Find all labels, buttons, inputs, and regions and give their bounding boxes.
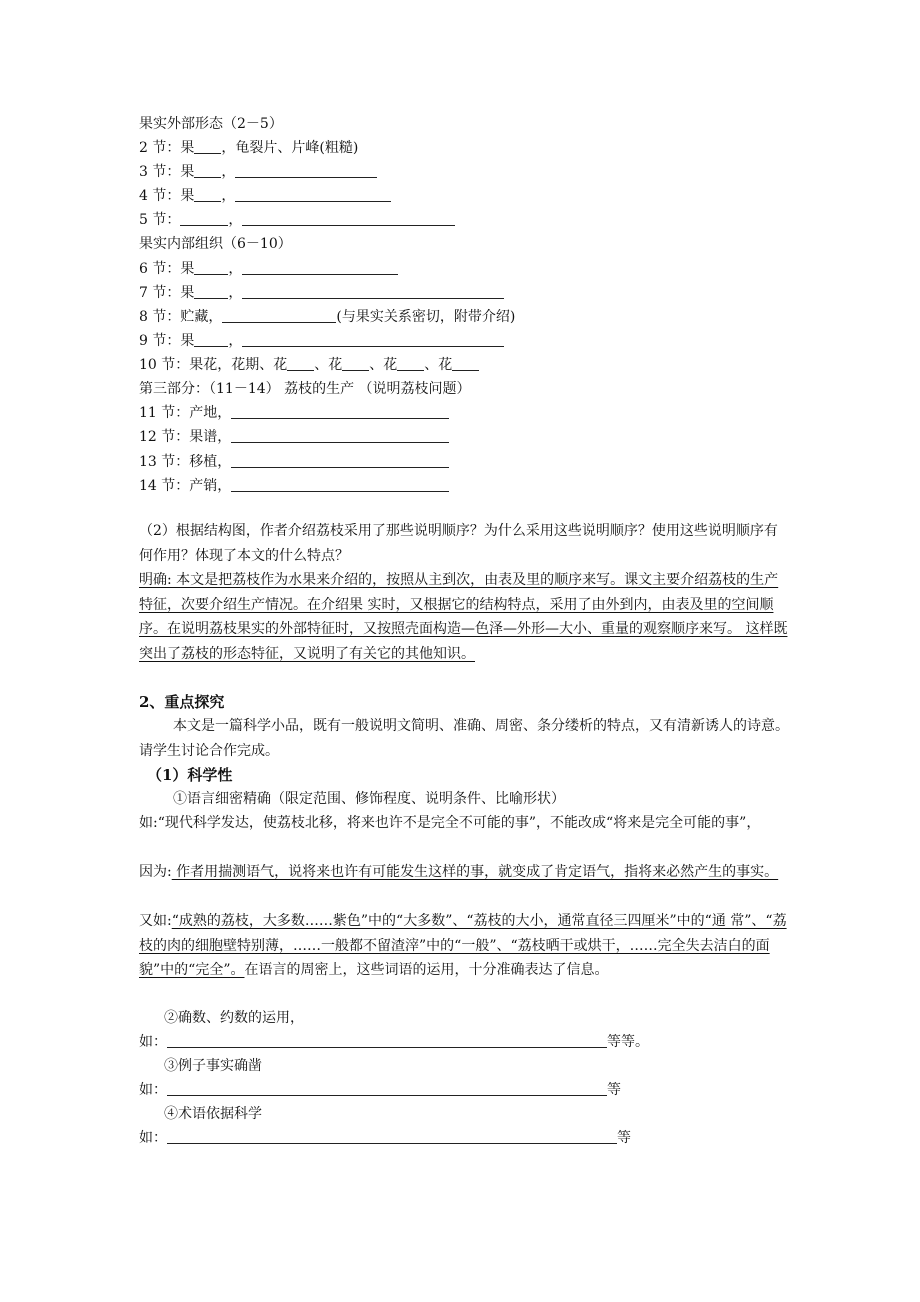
section-5-label: 5 节： bbox=[139, 212, 181, 228]
section-5-line bbox=[139, 208, 455, 232]
section-10-blank-1[interactable] bbox=[287, 356, 314, 371]
section-13-line bbox=[139, 450, 449, 474]
section-8-note: (与果实关系密切，附带介绍) bbox=[336, 309, 516, 325]
section-6-blank-2[interactable] bbox=[242, 260, 398, 275]
example-2-paragraph bbox=[139, 909, 789, 983]
point-numbers-blank[interactable] bbox=[167, 1033, 607, 1048]
section-5-blank-1[interactable] bbox=[180, 211, 228, 226]
section-7-comma: ， bbox=[228, 285, 243, 301]
section-10-label: 10 节：果花，花期、花 bbox=[139, 357, 288, 373]
section-12-line bbox=[139, 425, 449, 449]
because-paragraph bbox=[139, 860, 789, 885]
example-2-conclusion: 在语言的周密上，这些词语的运用，十分准确表达了信息。 bbox=[244, 962, 609, 978]
exploration-intro: 本文是一篇科学小品，既有一般说明文简明、准确、周密、条分缕析的特点，又有清新诱人的诗意。请学生讨论合作完成。 bbox=[139, 718, 789, 759]
section-4-blank-1[interactable] bbox=[194, 187, 221, 202]
question-2: （2）根据结构图，作者介绍荔枝采用了那些说明顺序？为什么采用这些说明顺序？使用这些说明顺序有何作用？体现了本文的什么特点？ bbox=[139, 523, 778, 564]
section-10-line bbox=[139, 353, 479, 377]
point-examples-line bbox=[139, 1078, 621, 1102]
point-terminology-line bbox=[139, 1126, 631, 1150]
point-language-precision: ①语言细密精确（限定范围、修饰程度、说明条件、比喻形状） bbox=[173, 791, 565, 807]
exterior-form-title: 果实外部形态（2－5） bbox=[139, 116, 283, 132]
section-2-label: 2 节：果 bbox=[139, 140, 195, 156]
section-7-blank-1[interactable] bbox=[194, 284, 228, 299]
section-10-blank-3[interactable] bbox=[397, 356, 424, 371]
section-10-sep-2: 、花 bbox=[369, 357, 398, 373]
section-10-blank-4[interactable] bbox=[452, 356, 479, 371]
section-9-label: 9 节：果 bbox=[139, 333, 195, 349]
point-examples-blank[interactable] bbox=[167, 1081, 607, 1096]
section-7-blank-2[interactable] bbox=[242, 284, 504, 299]
key-exploration-heading: 2、重点探究 bbox=[139, 693, 225, 711]
scientific-subheading: （1）科学性 bbox=[147, 766, 233, 784]
section-13-blank[interactable] bbox=[231, 453, 449, 468]
section-14-line bbox=[139, 474, 449, 498]
section-12-label: 12 节：果谱， bbox=[139, 429, 232, 445]
section-5-blank-2[interactable] bbox=[242, 211, 455, 226]
section-10-blank-2[interactable] bbox=[342, 356, 369, 371]
because-label: 因为: bbox=[139, 864, 172, 880]
section-3-blank-1[interactable] bbox=[194, 163, 221, 178]
section-3-line bbox=[139, 160, 377, 184]
point-numbers: ②确数、约数的运用， bbox=[164, 1010, 304, 1026]
point-terminology-prefix: 如： bbox=[139, 1130, 167, 1146]
answer-paragraph: 明确: 本文是把荔枝作为水果来介绍的，按照从主到次，由表及里的顺序来写。课文主要介绍荔枝的生产特征，次要介绍生产情况。在介绍果 实时，又根据它的结构特点，采用了由外到内，由表及里的空间顺序。在说明荔枝果实的外部特征时，又按照壳面构造—色泽—外形—大小、重量的观察顺序来写。 这样既突出了荔枝的形态特征，又说明了有关它的其他知识。 bbox=[139, 572, 788, 662]
section-7-line bbox=[139, 281, 504, 305]
section-6-blank-1[interactable] bbox=[194, 260, 228, 275]
section-11-label: 11 节：产地， bbox=[139, 405, 232, 421]
section-4-line bbox=[139, 184, 391, 208]
point-numbers-prefix: 如： bbox=[139, 1034, 167, 1050]
point-examples-suffix: 等 bbox=[607, 1082, 621, 1098]
section-11-line bbox=[139, 401, 449, 425]
section-14-label: 14 节：产销， bbox=[139, 478, 232, 494]
part-three-title: 第三部分：（11－14） 荔枝的生产 （说明荔枝问题） bbox=[139, 381, 471, 397]
section-13-label: 13 节：移植， bbox=[139, 454, 232, 470]
section-8-blank[interactable] bbox=[222, 308, 336, 323]
section-2-blank[interactable] bbox=[194, 139, 221, 154]
section-11-blank[interactable] bbox=[231, 404, 449, 419]
example-2-label: 又如: bbox=[139, 913, 172, 929]
point-terminology-blank[interactable] bbox=[167, 1129, 617, 1144]
point-terminology: ④术语依据科学 bbox=[164, 1106, 262, 1122]
because-text: 作者用揣测语气，说将来也许有可能发生这样的事，就变成了肯定语气，指将来必然产生的事实。 bbox=[171, 864, 779, 880]
section-8-line bbox=[139, 305, 515, 329]
section-8-label: 8 节：贮藏， bbox=[139, 309, 223, 325]
section-2-text: ，龟裂片、片峰(粗糙) bbox=[221, 140, 359, 156]
section-6-label: 6 节：果 bbox=[139, 261, 195, 277]
section-9-blank-2[interactable] bbox=[242, 332, 504, 347]
interior-tissue-title: 果实内部组织（6－10） bbox=[139, 236, 292, 252]
section-2-line bbox=[139, 136, 358, 160]
section-6-line bbox=[139, 257, 398, 281]
section-4-blank-2[interactable] bbox=[235, 187, 391, 202]
section-9-comma: ， bbox=[228, 333, 243, 349]
point-numbers-suffix: 等等。 bbox=[607, 1034, 649, 1050]
section-3-label: 3 节：果 bbox=[139, 164, 195, 180]
section-12-blank[interactable] bbox=[231, 428, 449, 443]
point-examples: ③例子事实确凿 bbox=[164, 1058, 262, 1074]
section-3-comma: ， bbox=[221, 164, 236, 180]
point-numbers-line bbox=[139, 1030, 649, 1054]
section-4-label: 4 节：果 bbox=[139, 188, 195, 204]
example-1: 如:“现代科学发达，使荔枝北移，将来也许不是完全不可能的事”，不能改成“将来是完全可能的事”， bbox=[139, 815, 761, 831]
example-2-quotes: “成熟的荔枝，大多数……紫色”中的“大多数”、“荔枝的大小，通常直径三四厘米”中的“通 常”、“荔枝的肉的细胞壁特别薄，……一般都不留渣滓”中的“一般”、“荔枝晒干或烘干，……完全失去洁白的面貌”中的“完全”。 bbox=[139, 913, 787, 978]
section-9-blank-1[interactable] bbox=[194, 332, 228, 347]
section-7-label: 7 节：果 bbox=[139, 285, 195, 301]
section-4-comma: ， bbox=[221, 188, 236, 204]
section-10-sep-1: 、花 bbox=[314, 357, 343, 373]
section-5-comma: ， bbox=[228, 212, 243, 228]
section-10-sep-3: 、花 bbox=[424, 357, 453, 373]
section-3-blank-2[interactable] bbox=[235, 163, 377, 178]
section-14-blank[interactable] bbox=[231, 477, 449, 492]
point-terminology-suffix: 等 bbox=[617, 1130, 631, 1146]
point-examples-prefix: 如： bbox=[139, 1082, 167, 1098]
section-9-line bbox=[139, 329, 504, 353]
section-6-comma: ， bbox=[228, 261, 243, 277]
